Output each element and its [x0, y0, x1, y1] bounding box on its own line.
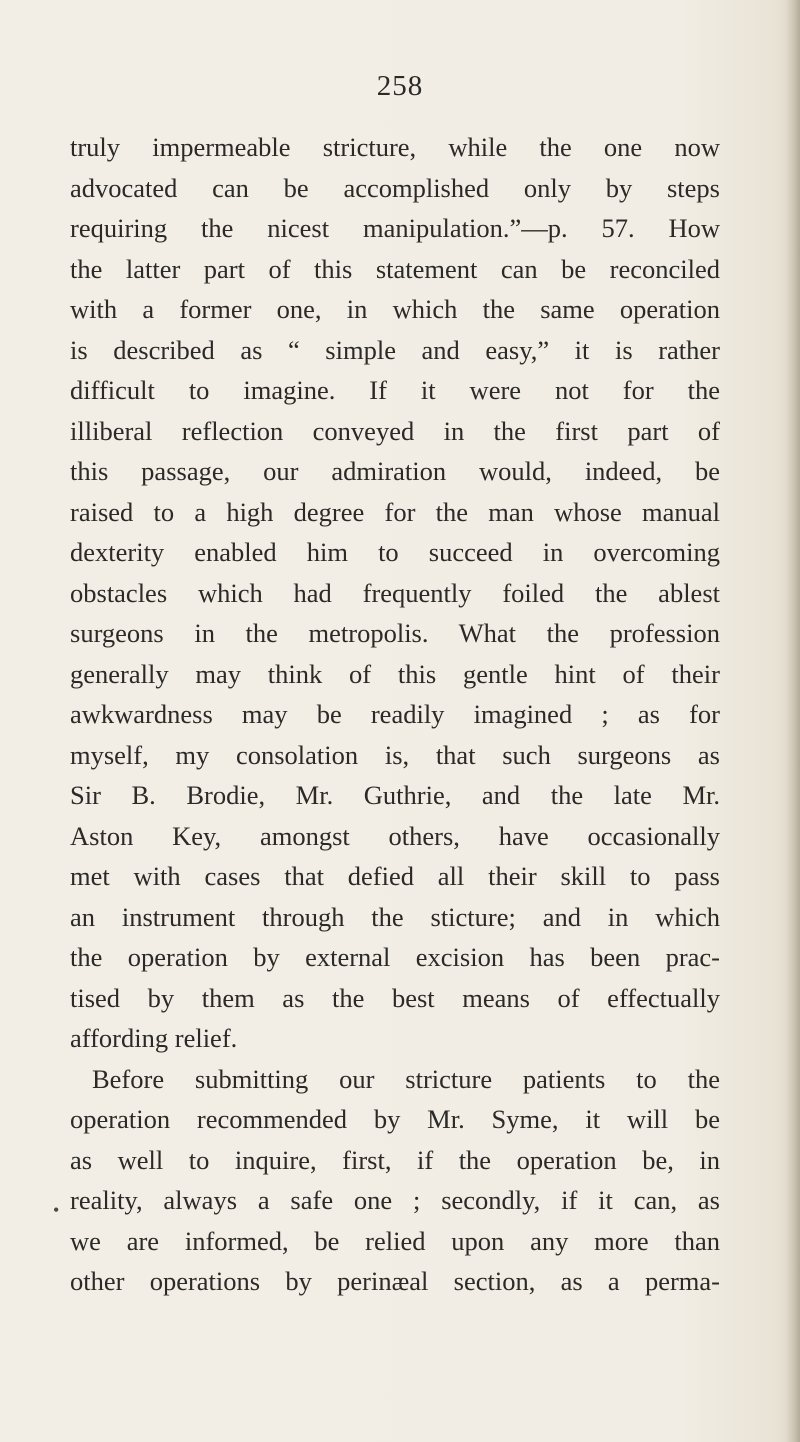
text-line: we are informed, be relied upon any more than [70, 1225, 720, 1256]
text-line: Aston Key, amongst others, have occasionally [70, 820, 720, 851]
text-line: difficult to imagine. If it were not for the [70, 375, 720, 405]
text-line: generally may think of this gentle hint of their [70, 658, 720, 689]
text-line: truly impermeable stricture, while the one now [70, 132, 720, 162]
paragraph-start-line: Before submitting our stricture patients to the [92, 1063, 720, 1094]
text-line: with a former one, in which the same operation [70, 294, 720, 324]
text-line: myself, my consolation is, that such surgeons as [70, 739, 720, 770]
text-line: surgeons in the metropolis. What the profession [70, 618, 720, 648]
text-line: tised by them as the best means of effectually [70, 982, 720, 1013]
text-line: is described as “ simple and easy,” it is rather [70, 334, 720, 365]
text-line: as well to inquire, first, if the operation be, in [70, 1144, 720, 1175]
text-line: dexterity enabled him to succeed in overcoming [70, 537, 720, 567]
text-line: raised to a high degree for the man whose manual [70, 496, 720, 527]
margin-mark: • [53, 1200, 60, 1220]
text-line: Sir B. Brodie, Mr. Guthrie, and the late Mr. [70, 780, 720, 810]
paragraph-end-line: affording relief. [70, 1023, 238, 1053]
text-line: requiring the nicest manipulation.”—p. 57. How [70, 213, 720, 243]
body-text [70, 127, 720, 1302]
text-line: advocated can be accomplished only by steps [70, 172, 720, 203]
text-line: an instrument through the sticture; and in which [70, 901, 720, 932]
text-line: the operation by external excision has been prac- [70, 942, 720, 972]
text-line: obstacles which had frequently foiled the ablest [70, 577, 720, 608]
text-line: the latter part of this statement can be reconciled [70, 253, 720, 284]
text-line: other operations by perinæal section, as a perma- [70, 1266, 720, 1296]
text-line: operation recommended by Mr. Syme, it will be [70, 1104, 720, 1134]
page-edge-shadow [786, 0, 800, 1442]
text-line: illiberal reflection conveyed in the first part of [70, 415, 720, 446]
text-line: reality, always a safe one ; secondly, if it can, as [70, 1185, 720, 1215]
page-number: 258 [376, 70, 424, 102]
text-line: this passage, our admiration would, indeed, be [70, 456, 720, 486]
text-line: awkwardness may be readily imagined ; as for [70, 699, 720, 729]
text-line: met with cases that defied all their skill to pass [70, 861, 720, 891]
